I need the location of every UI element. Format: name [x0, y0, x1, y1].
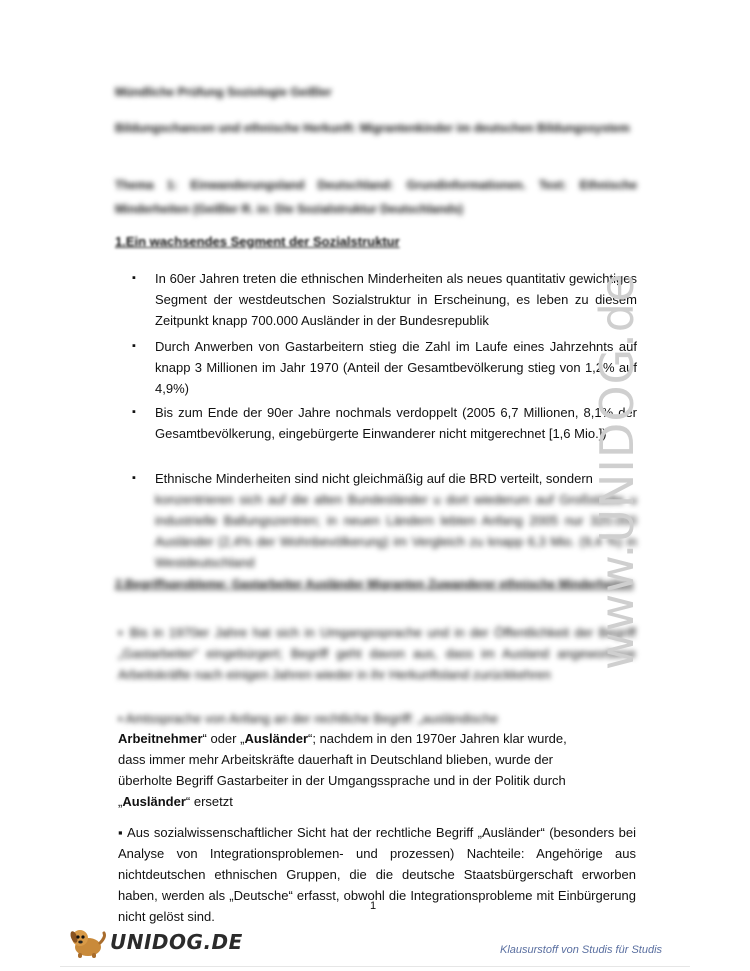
footer-logo [66, 925, 243, 959]
square-bullet-icon: ▪ [132, 472, 136, 484]
square-bullet-icon: ▪ [132, 406, 136, 418]
bullet-item-4: Ethnische Minderheiten sind nicht gleichmäßig auf die BRD verteilt, sondern [155, 471, 593, 486]
watermark: www.UNIDOG.de [590, 272, 644, 670]
header-line-3: Thema 1: Einwanderungsland Deutschland: Grundinformationen. Text: Ethnische Minderheiten (Geißler R. in: Die Sozialstruktur Deutschlands) [115, 178, 637, 216]
section-2-paragraph-2-line-3: dass immer mehr Arbeitskräfte dauerhaft in Deutschland blieben, wurde der [118, 752, 553, 767]
term-auslaender: Ausländer [244, 731, 309, 746]
square-bullet-icon: ▪ [132, 272, 136, 284]
section-2-title: 2.Begriffsprobleme: Gastarbeiter Ausländer Migranten Zuwanderer ethnische Minderheiten [115, 577, 634, 591]
term-arbeitnehmer: Arbeitnehmer [118, 731, 203, 746]
bullet-item-1: In 60er Jahren treten die ethnischen Minderheiten als neues quantitativ gewichtiges Segment der westdeutschen Sozialstruktur in Erscheinung, es leben zu diesem Zeitpunkt knapp 700.000 Ausländer in der Bundesrepublik [155, 271, 637, 328]
conjunction-oder: “ oder „ [202, 731, 245, 746]
page-number: 1 [370, 900, 377, 912]
dog-mascot-icon [66, 925, 108, 959]
section-2-paragraph-3: ▪ Aus sozialwissenschaftlicher Sicht hat der rechtliche Begriff „Ausländer“ (besonders bei Analyse von Integrationsproblemen- und prozessen) Nachteile: Angehörige aus nichtdeutschen ethnischen Gruppen, die die deutsche Staatsbürgerschaft erworben haben, werden als „Deutsche“ erfasst, obwohl die Integrationsprobleme mit Einbürgerung nicht gelöst sind. [118, 825, 636, 924]
section-1-title [115, 234, 400, 249]
bullet-item-4-continuation: konzentrieren sich auf die alten Bundesländer u dort wiederum auf Großstädte u industrielle Ballungszentren; in neuen Ländern lebten Anfang 2005 nur 320.000 Ausländer (2,4% der Wohnbevölkerung) im Vergleich zu knapp 6,3 Mio. (9,4 %) in Westdeutschland [155, 492, 637, 570]
term-auslaender-2: Ausländer [122, 794, 186, 809]
section-1-title-text: 1.Ein wachsendes Segment der Sozialstruktur [115, 234, 400, 249]
section-2-paragraph-2-line-4: überholte Begriff Gastarbeiter in der Umgangssprache und in der Politik durch [118, 773, 566, 788]
footer-tagline: Klausurstoff von Studis für Studis [500, 944, 663, 956]
quote-close-ersetzt: “ ersetzt [185, 794, 233, 809]
footer-divider [60, 966, 690, 967]
square-bullet-icon: ▪ [132, 340, 136, 352]
logo-text: UNIDOG.DE [110, 930, 243, 954]
section-2-paragraph-2-line-2 [118, 728, 636, 749]
bullet-item-2: Durch Anwerben von Gastarbeitern stieg die Zahl im Laufe eines Jahrzehnts auf knapp 3 Millionen im Jahr 1970 (Anteil der Gesamtbevölkerung stieg von 1,2% auf 4,9%) [155, 339, 637, 396]
header-line-1: Mündliche Prüfung Soziologie Geißler [115, 85, 332, 99]
paragraph-2-rest: “; nachdem in den 1970er Jahren klar wurde, [308, 731, 567, 746]
quote-open: „ [118, 794, 123, 809]
section-2-paragraph-2-line-5 [118, 791, 636, 812]
header-line-2: Bildungschancen und ethnische Herkunft: Migrantenkinder im deutschen Bildungssystem [115, 121, 630, 135]
section-2-paragraph-2-blurred: ▪ Amtssprache von Anfang an der rechtliche Begriff: „ausländische [118, 711, 499, 726]
section-2-paragraph-1: ▪ Bis in 1970er Jahre hat sich in Umgangssprache und in der Öffentlichkeit der Begriff „Gastarbeiter“ eingebürgert; Begriff geht davon aus, dass im Ausland angeworbene Arbeitskräfte nach einigen Jahren wieder in ihr Herkunftsland zurückkehren [118, 625, 636, 682]
bullet-item-3: Bis zum Ende der 90er Jahre nochmals verdoppelt (2005 6,7 Millionen, 8,1% der Gesamtbevölkerung, eingebürgerte Einwanderer nicht mitgerechnet [1,6 Mio.]) [155, 405, 637, 441]
